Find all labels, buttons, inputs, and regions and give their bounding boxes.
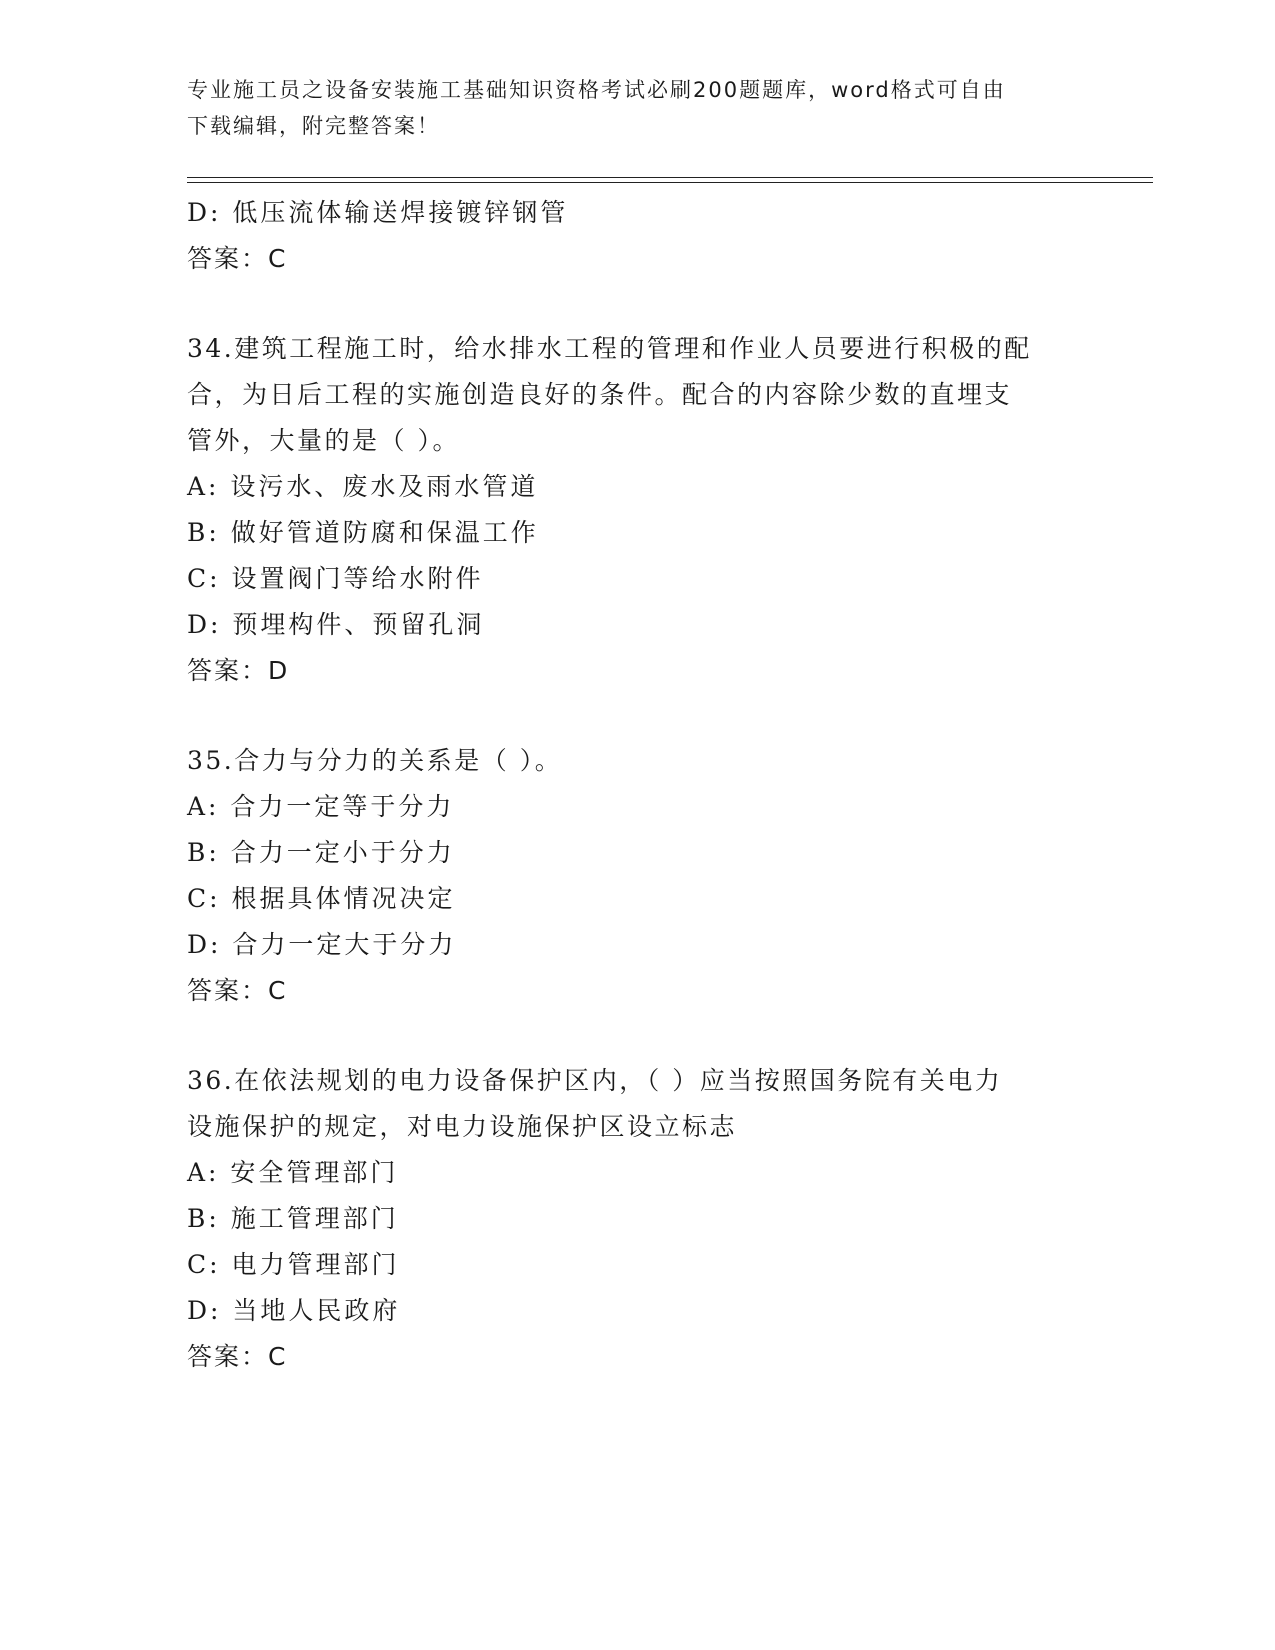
option-c: C: 根据具体情况决定 (187, 884, 456, 913)
answer-line: 答案：C (187, 244, 288, 273)
question-35 (187, 738, 1087, 1014)
option-a: A: 安全管理部门 (187, 1158, 399, 1187)
answer-line: 答案：C (187, 1342, 288, 1371)
question-36 (187, 1058, 1087, 1380)
spacer (187, 694, 1087, 738)
answer-line: 答案：C (187, 976, 288, 1005)
option-c: C: 设置阀门等给水附件 (187, 564, 484, 593)
question-list (187, 190, 1087, 1380)
option-b: B: 做好管道防腐和保温工作 (187, 518, 539, 547)
question-text-line: 34.建筑工程施工时，给水排水工程的管理和作业人员要进行积极的配 (187, 334, 1032, 363)
question-text-line: 合，为日后工程的实施创造良好的条件。配合的内容除少数的直埋支 (187, 380, 1013, 409)
option-b: B: 施工管理部门 (187, 1204, 399, 1233)
header-divider-top (187, 177, 1153, 178)
option-a: A: 设污水、废水及雨水管道 (187, 472, 539, 501)
option-d: D: 低压流体输送焊接镀锌钢管 (187, 198, 569, 227)
document-header (187, 72, 1087, 144)
option-c: C: 电力管理部门 (187, 1250, 400, 1279)
answer-line: 答案：D (187, 656, 290, 685)
question-33-tail (187, 190, 1087, 282)
spacer (187, 1014, 1087, 1058)
question-text-line: 36.在依法规划的电力设备保护区内，（ ）应当按照国务院有关电力 (187, 1066, 1003, 1095)
option-a: A: 合力一定等于分力 (187, 792, 455, 821)
option-b: B: 合力一定小于分力 (187, 838, 455, 867)
question-text-line: 35.合力与分力的关系是（ ）。 (187, 746, 563, 775)
option-d: D: 预埋构件、预留孔洞 (187, 610, 485, 639)
header-line-2: 下载编辑，附完整答案！ (187, 114, 440, 138)
question-34 (187, 326, 1087, 694)
header-divider-bottom (187, 182, 1153, 183)
spacer (187, 282, 1087, 326)
option-d: D: 合力一定大于分力 (187, 930, 457, 959)
header-line-1: 专业施工员之设备安装施工基础知识资格考试必刷200题题库，word格式可自由 (187, 78, 1006, 102)
question-text-line: 管外，大量的是（ ）。 (187, 426, 460, 455)
question-text-line: 设施保护的规定，对电力设施保护区设立标志 (187, 1112, 738, 1141)
option-d: D: 当地人民政府 (187, 1296, 401, 1325)
